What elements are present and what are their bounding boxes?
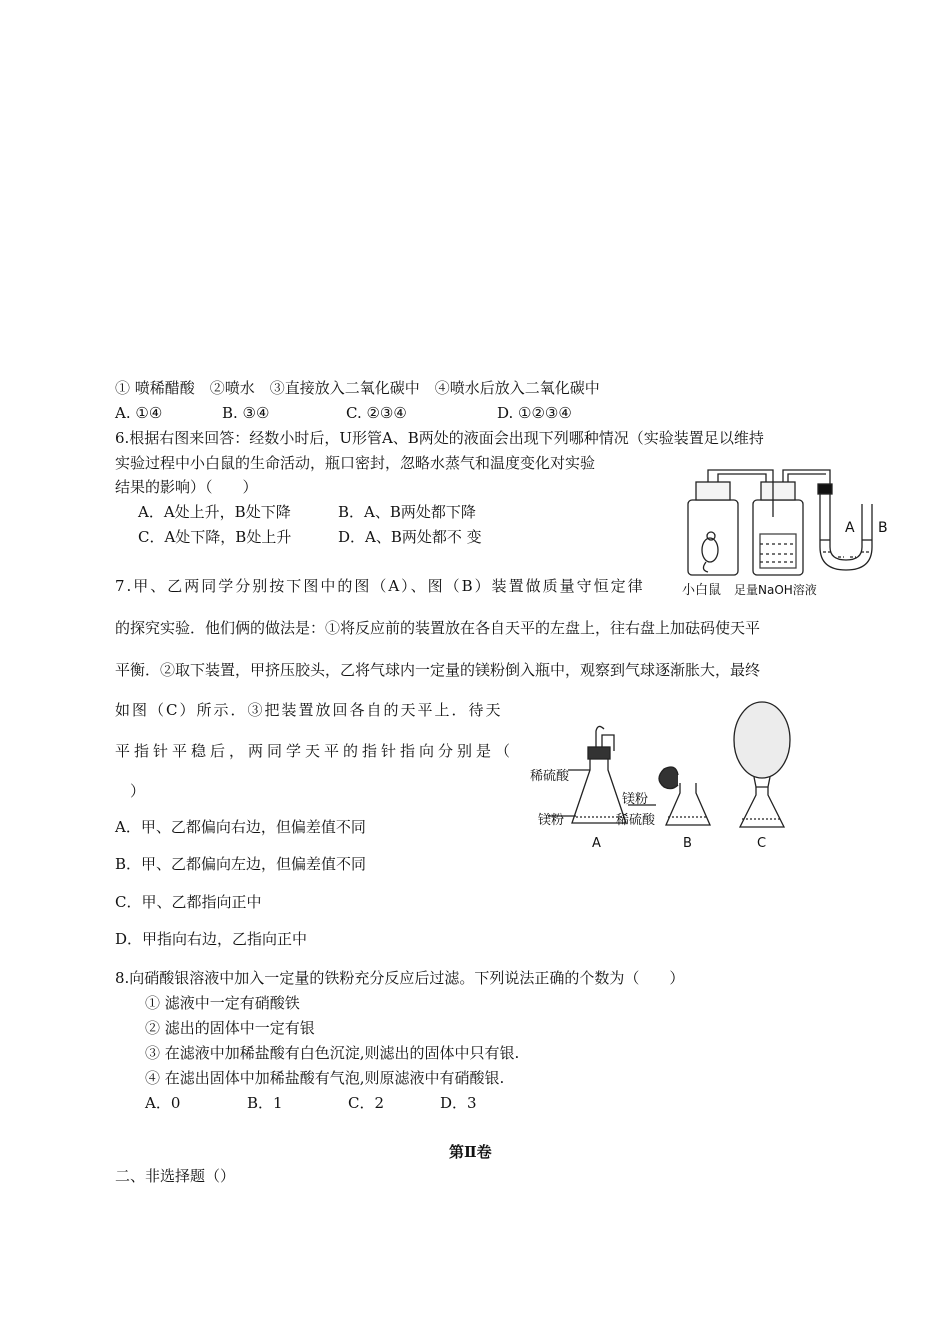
q6-stem-line3: 结果的影响）（ ） [115, 478, 258, 496]
q8-answer-d: D．3 [440, 1094, 477, 1112]
q6-option-d: D．A、B两处都不 变 [338, 528, 482, 546]
mouse-label: 小白鼠 [682, 583, 722, 598]
q6-option-a: A．A处上升，B处下降 [138, 503, 291, 521]
balloon-c [734, 702, 790, 778]
q5-answer-b: B. ③④ [222, 404, 270, 422]
q7-stem-line2: 的探究实验．他们俩的做法是：①将反应前的装置放在各自天平的左盘上，往右盘上加砝码使天平 [115, 619, 761, 637]
fig-b-acid-label: 稀硫酸 [616, 813, 656, 828]
flask-b [666, 783, 710, 825]
q5-answer-a: A. ①④ [115, 404, 163, 422]
q5-options-line: ① 喷稀醋酸 ②喷水 ③直接放入二氧化碳中 ④喷水后放入二氧化碳中 [115, 379, 600, 397]
fig-b-mg-label: 镁粉 [622, 792, 649, 807]
fig-caption-a: A [592, 836, 601, 851]
q8-item-3: ③ 在滤液中加稀盐酸有白色沉淀,则滤出的固体中只有银. [145, 1044, 520, 1062]
q6-stem-line2: 实验过程中小白鼠的生命活动，瓶口密封，忽略水蒸气和温度变化对实验 [115, 454, 596, 472]
mouse-icon [702, 538, 718, 562]
part2-section-heading: 二、非选择题（） [115, 1167, 236, 1185]
q7-apparatus-figure [528, 695, 810, 853]
naoh-label: 足量NaOH溶液 [734, 583, 817, 597]
fig-a-acid-label: 稀硫酸 [530, 769, 570, 784]
q7-stem-line4: 如图（C）所示．③把装置放回各自的天平上．待天 [115, 701, 503, 719]
q6-option-c: C．A处下降，B处上升 [138, 528, 292, 546]
q6-apparatus-figure [678, 462, 900, 600]
q5-answer-d: D. ①②③④ [497, 404, 572, 422]
fig-caption-b: B [683, 836, 692, 851]
q8-stem: 8.向硝酸银溶液中加入一定量的铁粉充分反应后过滤。下列说法正确的个数为（ ） [115, 969, 685, 987]
q6-option-b: B．A、B两处都下降 [338, 503, 476, 521]
part2-title: 第Ⅱ卷 [449, 1143, 492, 1161]
q5-answer-c: C. ②③④ [346, 404, 407, 422]
q7-option-a: A．甲、乙都偏向右边，但偏差值不同 [115, 818, 366, 836]
q7-stem-line3: 平衡．②取下装置，甲挤压胶头，乙将气球内一定量的镁粉倒入瓶中，观察到气球逐渐胀大，最终 [115, 661, 761, 679]
fig-caption-c: C [757, 836, 767, 851]
q7-stem-line1: 7.甲、乙两同学分别按下图中的图（A）、图（B）装置做质量守恒定律 [115, 577, 645, 595]
q8-item-1: ① 滤液中一定有硝酸铁 [145, 994, 300, 1012]
u-tube-label-a: A [845, 520, 855, 536]
q7-stem-line5: 平指针平稳后，两同学天平的指针指向分别是（ [115, 742, 515, 760]
fig-a-mg-label: 镁粉 [538, 813, 565, 828]
q7-option-d: D．甲指向右边，乙指向正中 [115, 930, 308, 948]
q7-option-b: B．甲、乙都偏向左边，但偏差值不同 [115, 855, 367, 873]
q8-item-4: ④ 在滤出固体中加稀盐酸有气泡,则原滤液中有硝酸银. [145, 1069, 505, 1087]
q7-option-c: C．甲、乙都指向正中 [115, 893, 262, 911]
q8-answer-b: B．1 [247, 1094, 283, 1112]
q8-item-2: ② 滤出的固体中一定有银 [145, 1019, 315, 1037]
mouse-bottle [688, 500, 738, 575]
q8-answer-c: C．2 [348, 1094, 385, 1112]
q8-answer-a: A．0 [145, 1094, 181, 1112]
u-tube-label-b: B [878, 520, 888, 536]
q6-stem-line1: 6.根据右图来回答：经数小时后，U形管A、B两处的液面会出现下列哪种情况（实验装置足以维持 [115, 429, 764, 447]
q7-stem-line6: ） [130, 782, 146, 800]
